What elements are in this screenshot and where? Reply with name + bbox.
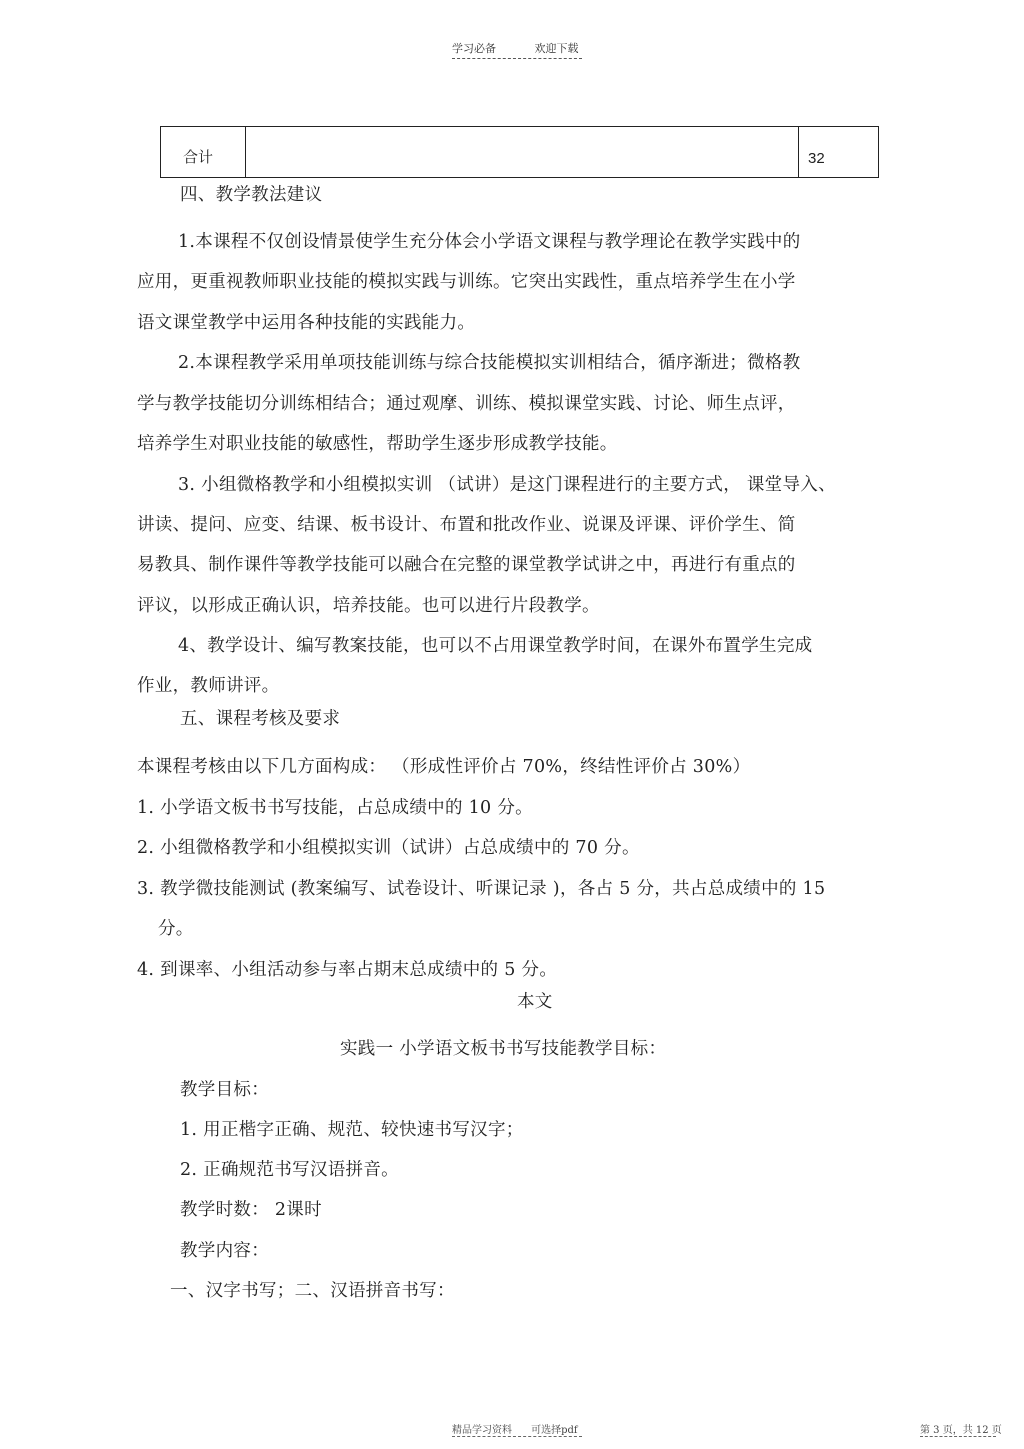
assessment-line: 2. 小组微格教学和小组模拟实训（试讲）占总成绩中的 70 分。 (137, 838, 640, 858)
paragraph-line: 讲读、提问、应变、结课、板书设计、布置和批改作业、说课及评课、评价学生、简 (137, 515, 796, 535)
paragraph-line: 评议，以形成正确认识，培养技能。也可以进行片段教学。 (137, 596, 600, 616)
paragraph-line: 4、教学设计、编写教案技能，也可以不占用课堂教学时间，在课外布置学生完成 (178, 636, 813, 656)
table-row (161, 127, 879, 178)
paragraph-line: 培养学生对职业技能的敏感性，帮助学生逐步形成教学技能。 (137, 434, 618, 454)
section-5-title: 五、课程考核及要求 (180, 709, 341, 729)
empty-cell (246, 127, 799, 178)
practice-line: 教学时数： 2课时 (180, 1200, 322, 1220)
body-title: 本文 (517, 992, 553, 1012)
total-label-cell: 合计 (161, 127, 246, 178)
assessment-line: 分。 (158, 919, 194, 939)
summary-table (160, 126, 879, 178)
footer-divider (920, 1436, 996, 1437)
header-text (452, 40, 578, 56)
section-4-title: 四、教学教法建议 (180, 185, 323, 205)
header-right: 欢迎下载 (534, 42, 579, 55)
paragraph-line: 应用，更重视教师职业技能的模拟实践与训练。它突出实践性，重点培养学生在小学 (137, 272, 796, 292)
total-value-cell: 32 (799, 127, 879, 178)
assessment-line: 1. 小学语文板书书写技能，占总成绩中的 10 分。 (137, 798, 533, 818)
paragraph-line: 作业，教师讲评。 (137, 676, 280, 696)
practice-line: 1. 用正楷字正确、规范、较快速书写汉字； (180, 1120, 524, 1140)
practice-line: 教学目标： (180, 1080, 269, 1100)
assessment-line: 4. 到课率、小组活动参与率占期末总成绩中的 5 分。 (137, 960, 558, 980)
practice-line: 教学内容： (180, 1241, 269, 1261)
paragraph-line: 3. 小组微格教学和小组模拟实训 （试讲）是这门课程进行的主要方式， 课堂导入、 (178, 475, 836, 495)
paragraph-line: 易教具、制作课件等教学技能可以融合在完整的课堂教学试讲之中，再进行有重点的 (137, 555, 796, 575)
practice-line: 2. 正确规范书写汉语拼音。 (180, 1160, 399, 1180)
header-divider (452, 58, 582, 59)
paragraph-line: 2.本课程教学采用单项技能训练与综合技能模拟实训相结合，循序渐进；微格教 (178, 353, 801, 373)
paragraph-line: 语文课堂教学中运用各种技能的实践能力。 (137, 313, 476, 333)
page-number: 第 3 页，共 12 页 (920, 1425, 1002, 1436)
practice-title: 实践一 小学语文板书书写技能教学目标： (340, 1039, 667, 1059)
header-left: 学习必备 (452, 42, 496, 55)
footer-left: 精品学习资料 可选择pdf (452, 1425, 578, 1436)
assessment-line: 3. 教学微技能测试 (教案编写、试卷设计、听课记录 )，各占 5 分，共占总成绩中的 15 (137, 879, 826, 899)
paragraph-line: 1.本课程不仅创设情景使学生充分体会小学语文课程与教学理论在教学实践中的 (178, 232, 801, 252)
assessment-line: 本课程考核由以下几方面构成： （形成性评价占 70%，终结性评价占 30%） (137, 757, 751, 777)
footer-divider (452, 1436, 582, 1437)
paragraph-line: 学与教学技能切分训练相结合；通过观摩、训练、模拟课堂实践、讨论、师生点评， (137, 394, 796, 414)
practice-line: 一、汉字书写；二、汉语拼音书写： (170, 1281, 455, 1301)
